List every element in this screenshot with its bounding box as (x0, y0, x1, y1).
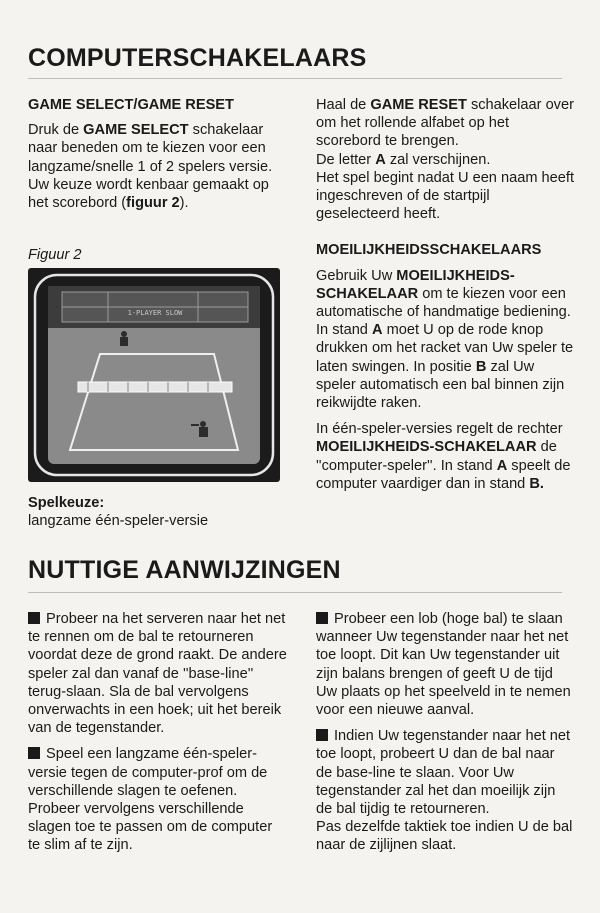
tips-rule (28, 592, 562, 593)
tips-left (28, 610, 288, 855)
game-select-text: Druk de GAME SELECT schakelaar naar beneden om te kiezen voor een langzame/snelle 1 of 2 spelers versie. Uw keuze wordt kenbaar gemaakt op het scorebord (figuur 2). (28, 122, 273, 212)
tip-3: Probeer een lob (hoge bal) te slaan wanneer Uw tegenstander naar het net toe loopt. Dit kan Uw tegenstander uit zijn balans brengen of geeft U de tijd Uw plaats op het speelveld in te nemen voor een nieuwe aanval. (316, 611, 571, 719)
section-heading-tips: NUTTIGE AANWIJZINGEN (28, 556, 341, 584)
game-select-title: GAME SELECT/GAME RESET (28, 97, 234, 113)
figure-caption: Figuur 2 (28, 247, 82, 263)
bullet-icon (28, 612, 40, 624)
player-top-icon (120, 331, 128, 346)
tip-4b: Pas dezelfde taktiek toe indien U de bal naar de zijlijnen slaat. (316, 819, 573, 854)
tip-1: Probeer na het serveren naar het net te rennen om de bal te retourneren voordat deze de grond raakt. De andere speler zal dan vanaf de ''base-line'' terug-slaan. Sla de bal vervolgens onverwachts in een hoek; uit het bereik van de tegenstander. (28, 611, 287, 737)
screen-scoreboard-text: 1-PLAYER SLOW (127, 309, 183, 317)
tip-4: Indien Uw tegenstander naar het net toe loopt, probeert U dan de bal naar de base-line te slaan. Voor Uw tegenstander zal het dan moeilijk zijn de bal tijdig te retourneren. (316, 728, 571, 818)
game-select-section (28, 96, 286, 212)
tip-2: Speel een langzame één-speler-versie tegen de computer-prof om de verschillende slagen te oefenen. Probeer vervolgens verschillende slagen toe te passen om de computer te slim af te zijn. (28, 746, 273, 854)
game-reset-section: Haal de GAME RESET schakelaar over om het rollende alfabet op het scorebord te brengen. De letter A zal verschijnen. Het spel begint nadat U een naam heeft ingeschreven of de startpijl geselecteerd heeft. MOEILIJKHEIDSSCHAKELAARS Gebruik Uw MOEILIJKHEIDS-SCHAKELAAR om te kiezen voor een automatische of handmatige bediening. In stand A moet U op de rode knop drukken om het racket van Uw speler te laten swingen. In positie B zal Uw speler automatisch een bal binnen zijn reikwijdte raken. In één-speler-versies regelt de rechter MOEILIJKHEIDS-SCHAKELAAR de ''computer-speler''. In stand A speelt de computer vaardiger dan in stand B. (316, 97, 574, 492)
heading-rule (28, 78, 562, 79)
difficulty-text-2: In één-speler-versies regelt de rechter MOEILIJKHEIDS-SCHAKELAAR de ''computer-speler''. In stand A speelt de computer vaardiger dan in stand B. (316, 421, 571, 492)
game-screen-figure (28, 268, 280, 482)
figure-label: Spelkeuze: langzame één-speler-versie (28, 495, 209, 530)
tips-right (316, 610, 574, 855)
bullet-icon (316, 729, 328, 741)
bullet-icon (28, 747, 40, 759)
difficulty-title: MOEILIJKHEIDSSCHAKELAARS (316, 242, 542, 259)
difficulty-text-1: Gebruik Uw MOEILIJKHEIDS-SCHAKELAAR om te kiezen voor een automatische of handmatige bediening. In stand A moet U op de rode knop drukken om het racket van Uw speler te laten swingen. In positie B zal Uw speler automatisch een bal binnen zijn reikwijdte raken. (316, 267, 574, 412)
section-heading-switches: COMPUTERSCHAKELAARS (28, 44, 367, 72)
bullet-icon (316, 612, 328, 624)
